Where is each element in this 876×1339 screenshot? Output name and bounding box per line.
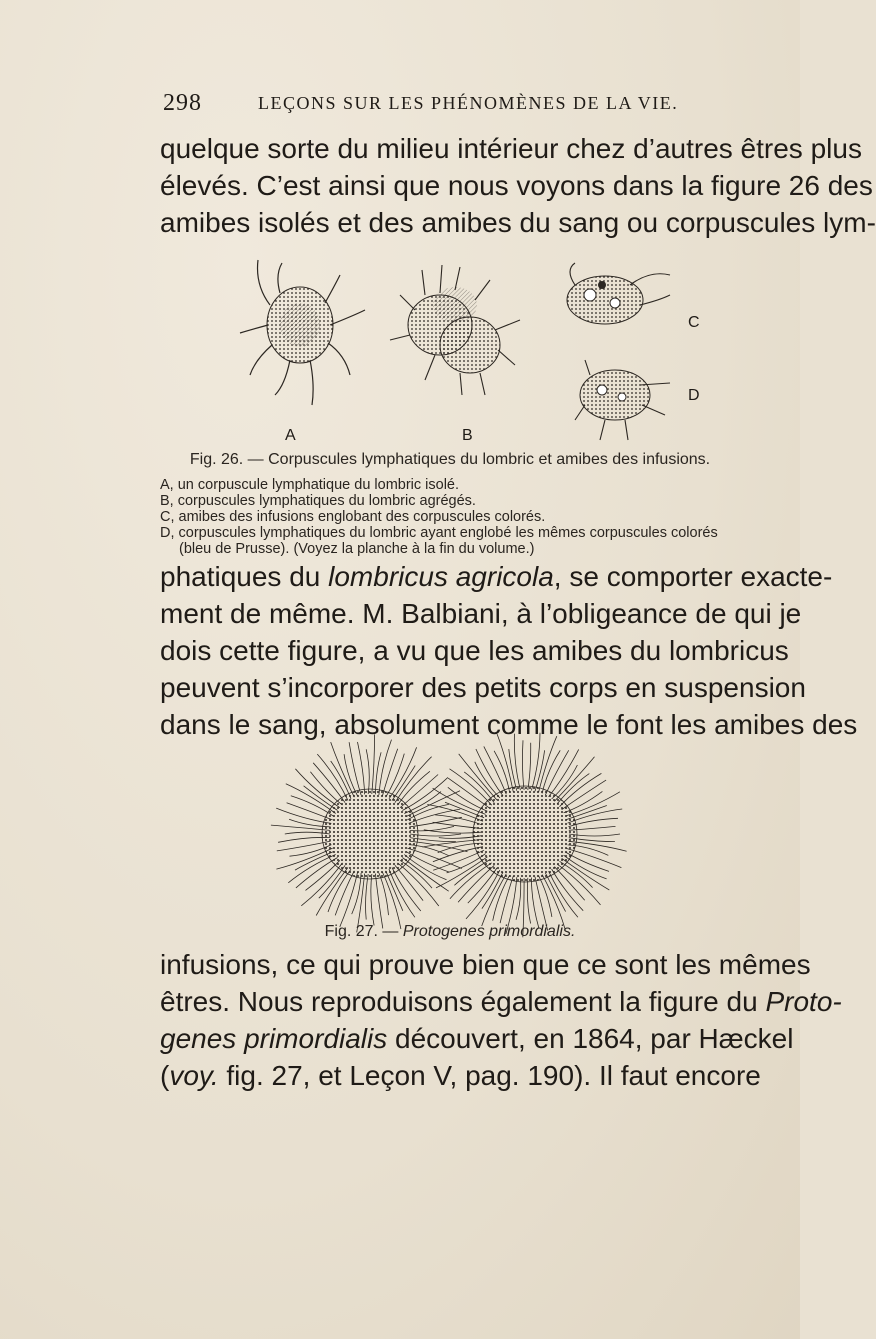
pseudopod-line — [509, 749, 517, 791]
corpuscles-b-drawing — [390, 265, 520, 395]
figure-label-a: A — [285, 427, 296, 444]
pseudopod-line — [560, 773, 602, 806]
species-name: Protogenes primordialis. — [402, 923, 576, 940]
pseudopod-line — [317, 754, 348, 801]
pseudopod-line — [514, 734, 520, 791]
text-line: peuvent s’incorporer des petits corps en suspension — [160, 672, 806, 703]
pseudopod-line — [545, 873, 565, 912]
species-name: Proto- — [765, 986, 842, 1017]
pseudopod-line — [372, 734, 375, 794]
pseudopod-line — [352, 873, 361, 914]
pseudopod-line — [562, 780, 607, 810]
pseudopod-line — [371, 874, 374, 926]
pseudopod-line — [375, 752, 381, 794]
pseudopod-line — [531, 878, 539, 929]
pseudopod-line — [562, 858, 610, 890]
paragraph-1 — [160, 130, 876, 241]
pseudopod-line — [549, 871, 578, 917]
text-run: ( — [160, 1060, 170, 1091]
pseudopod-line — [552, 765, 578, 799]
pseudopod-line — [331, 761, 351, 799]
figure-label-d: D — [688, 387, 700, 404]
text-line: dois cette figure, a vu que les amibes du lombricus — [160, 635, 789, 666]
pseudopod-line — [500, 876, 513, 923]
pseudopod-line — [386, 871, 403, 911]
pseudopod-line — [475, 762, 500, 798]
pseudopod-line — [493, 875, 510, 921]
pseudopod-line — [528, 743, 531, 790]
figure-label-b: B — [462, 427, 473, 444]
running-title: LEÇONS SUR LES PHÉNOMÈNES DE LA VIE. — [258, 93, 679, 113]
pseudopod-line — [276, 808, 331, 823]
pseudopod-line — [464, 772, 494, 803]
pseudopod-line — [531, 733, 540, 791]
text-line — [160, 1020, 794, 1057]
text-line — [160, 558, 833, 595]
pseudopod-line — [542, 750, 560, 793]
text-line — [160, 1057, 761, 1094]
legend-item: D, corpuscules lymphatiques du lombric ayant englobé les mêmes corpuscules colorés — [160, 525, 718, 541]
figure-26-caption — [160, 450, 740, 557]
pseudopod-line — [549, 749, 579, 796]
pseudopod-line — [366, 749, 369, 794]
text-run: phatiques du — [160, 561, 329, 592]
pseudopod-line — [567, 849, 622, 868]
pseudopod-line — [554, 757, 594, 802]
text-line — [160, 983, 842, 1020]
page-number: 298 — [163, 90, 202, 116]
text-line: ment de même. M. Balbiani, à l’obligeance de qui je — [160, 598, 802, 629]
text-line: dans le sang, absolument comme le font les amibes des — [160, 709, 858, 740]
figure-26-illustration — [230, 255, 710, 450]
pseudopod-line — [516, 878, 521, 920]
text-line: amibes isolés et des amibes du sang ou corpuscules lym- — [160, 207, 876, 238]
legend-item: C, amibes des infusions englobant des corpuscules colorés. — [160, 509, 546, 525]
paragraph-3 — [160, 946, 842, 1094]
pseudopod-line — [286, 784, 336, 814]
page-header — [163, 90, 723, 120]
pseudopod-line — [316, 867, 348, 915]
figure-label-c: C — [688, 314, 700, 331]
pseudopod-line — [539, 736, 557, 792]
pseudopod-line — [379, 873, 389, 915]
figure-27-title — [160, 922, 740, 942]
figure-27-caption — [160, 922, 740, 942]
pseudopod-line — [366, 874, 369, 920]
text-line: infusions, ce qui prouve bien que ce sont les mêmes — [160, 949, 811, 980]
species-name: lombricus agricola — [328, 561, 554, 592]
text-run: , se comporter exacte- — [553, 561, 833, 592]
pseudopod-line — [482, 872, 503, 909]
legend-item: (bleu de Prusse). (Voyez la planche à la fin du volume.) — [179, 541, 535, 557]
paragraph-2 — [160, 558, 858, 743]
text-line: élevés. C’est ainsi que nous voyons dans la figure 26 des — [160, 170, 873, 201]
text-run: découvert, en 1864, par Hæckel — [387, 1023, 794, 1054]
figure-27-illustration — [260, 742, 640, 917]
pseudopod-line — [565, 792, 620, 816]
pseudopod-line — [407, 848, 461, 868]
text-run: voy. — [169, 1060, 219, 1091]
pseudopod-line — [389, 869, 415, 917]
pseudopod-line — [288, 855, 335, 883]
pseudopod-line — [271, 825, 330, 830]
corpuscle-d-drawing — [575, 360, 670, 440]
text-run: êtres. Nous reproduisons également la figure du — [160, 986, 766, 1017]
pseudopod-line — [522, 740, 524, 790]
text-line: quelque sorte du milieu intérieur chez d’autres êtres plus — [160, 133, 862, 164]
amoeba-c-drawing — [567, 263, 670, 324]
species-name: genes primordialis — [160, 1023, 388, 1054]
legend-item: A, un corpuscule lymphatique du lombric isolé. — [160, 477, 460, 493]
pseudopod-line — [468, 868, 497, 903]
pseudopod-line — [340, 872, 358, 927]
text-run: Fig. 27. — — [324, 923, 403, 940]
pseudopod-line — [484, 746, 507, 794]
pseudopod-line — [458, 865, 494, 902]
text-run: fig. 27, et Leçon V, pag. 190). Il faut encore — [218, 1060, 761, 1091]
figure-26-title: Fig. 26. — Corpuscules lymphatiques du lombric et amibes des infusions. — [189, 451, 711, 468]
legend-item: B, corpuscules lymphatiques du lombric agrégés. — [160, 493, 476, 509]
pseudopod-line — [527, 878, 530, 924]
corpuscle-a-drawing — [240, 260, 365, 405]
